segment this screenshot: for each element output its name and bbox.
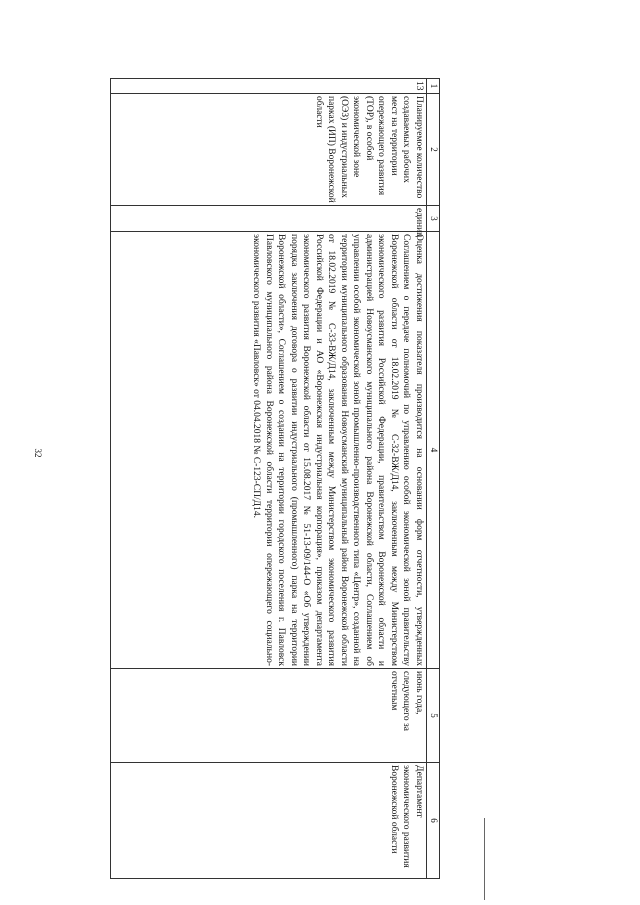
table-row (111, 79, 427, 879)
responsible-body: Департамент экономического развития Воронежской области (111, 763, 427, 879)
header-col-5: 5 (427, 669, 440, 763)
header-col-4: 4 (427, 232, 440, 669)
header-col-3: 3 (427, 206, 440, 232)
document-area (110, 78, 440, 878)
page-number: 32 (33, 448, 43, 458)
indicator-name: Планируемое количество создаваемых рабочих мест на территории опережающего развития (ТОР), в особой экономической зоне (ОЭЗ) и индустриальных парках (ИП) Воронежской области (111, 94, 427, 206)
rotated-table-container (110, 78, 440, 878)
header-col-2: 2 (427, 94, 440, 206)
header-col-1: 1 (427, 79, 440, 94)
calculation-method: Оценка достижения показателя производится на основании форм отчетности, утвержденных Соглашением о передаче полномочий по управлению особой экономической зоной правительству Воронежской области от 18.02.2019 № С-32-ВЖ/Д14, заключенным между Министерством экономического развития Российской Федерации, правительством Воронежской области и администрацией Новоусманского муниципального района Воронежской области, Соглашением об управлении особой экономической зоной промышленно-производственного типа «Центр», созданной на территории муниципального образования Новоусманский муниципальный район Воронежской области от 18.02.2019 № С-33-ВЖ/Д14, заключенным между Министерством экономического развития Российской Федерации и АО «Воронежская индустриальная корпорация», приказом департамента экономического развития Воронежской области от 15.08.2017 № 51-13-09/144-О «Об утверждении порядка заключения договора о развитии индустриального (промышленного) парка на территории Воронежской области», Соглашением о создании на территории городского поселения г. Павловск Павловского муниципального района Воронежской области территории опережающего социально-экономического развития «Павловск» от 04.04.2018 № С-123-СП/Д14. (111, 232, 427, 669)
unit-of-measure: единиц (111, 206, 427, 232)
indicator-table (110, 78, 440, 879)
footnote-separator (484, 818, 485, 900)
reporting-deadline: июнь года, следующего за отчетным (111, 669, 427, 763)
header-col-6: 6 (427, 763, 440, 879)
header-row (427, 79, 440, 879)
row-number: 13 (111, 79, 427, 94)
